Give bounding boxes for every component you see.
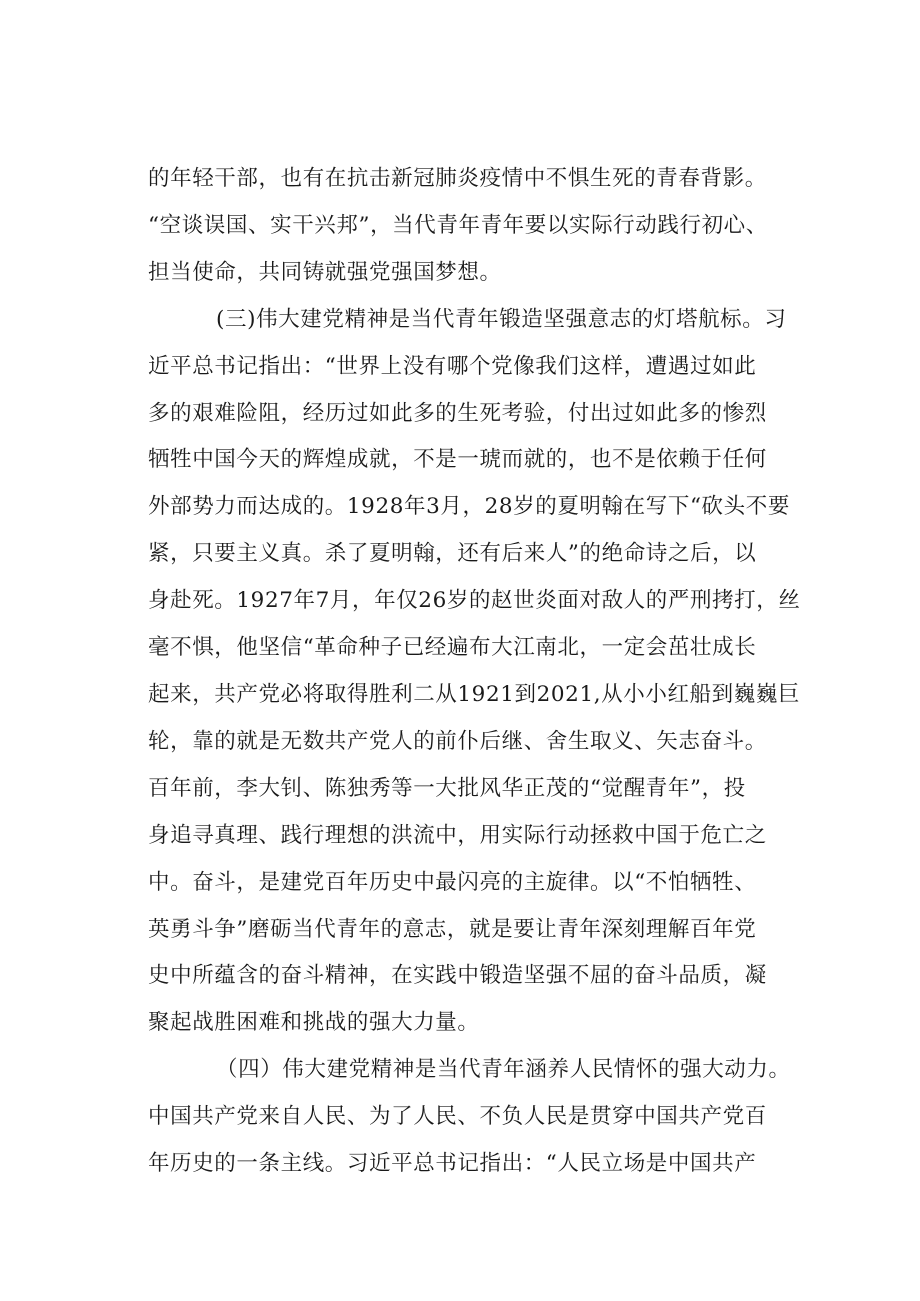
text-line: （四）伟大建党精神是当代青年涵养人民情怀的强大动力。 bbox=[216, 1057, 791, 1083]
text-line: 轮，靠的就是无数共产党人的前仆后继、舍生取义、矢志奋斗。 bbox=[148, 728, 767, 754]
text-line: 中国共产党来自人民、为了人民、不负人民是贯穿中国共产党百 bbox=[148, 1104, 767, 1130]
text-line: (三)伟大建党精神是当代青年锻造坚强意志的灯塔航标。习 bbox=[216, 306, 787, 332]
text-line: 起来，共产党必将取得胜利二从1921到2021,从小小红船到巍巍巨 bbox=[148, 681, 801, 707]
text-line: 毫不惧，他坚信“革命种子已经遍布大江南北，一定会茁壮成长 bbox=[148, 635, 757, 661]
text-line: 紧，只要主义真。杀了夏明翰，还有后来人”的绝命诗之后，以 bbox=[148, 541, 757, 567]
text-line: 身追寻真理、践行理想的洪流中，用实际行动拯救中国于危亡之 bbox=[148, 822, 767, 848]
paragraph-section-four bbox=[148, 1047, 808, 1188]
text-line: 身赴死。1927年7月，年仅26岁的赵世炎面对敌人的严刑拷打，丝 bbox=[148, 588, 801, 614]
text-line: 牺牲中国今天的辉煌成就，不是一琥而就的，也不是依赖于任何 bbox=[148, 447, 767, 473]
text-line: “空谈误国、实干兴邦”，当代青年青年要以实际行动践行初心、 bbox=[148, 212, 768, 238]
text-line: 年历史的一条主线。习近平总书记指出：“人民立场是中国共产 bbox=[148, 1151, 757, 1177]
text-line: 中。奋斗，是建党百年历史中最闪亮的主旋律。以“不怕牺牲、 bbox=[148, 869, 757, 895]
paragraph-section-three bbox=[148, 297, 808, 1048]
text-line: 百年前，李大钊、陈独秀等一大批风华正茂的“觉醒青年”，投 bbox=[148, 775, 746, 801]
text-line: 外部势力而达成的。1928年3月，28岁的夏明翰在写下“砍头不要 bbox=[148, 494, 790, 520]
text-line: 史中所蕴含的奋斗精神，在实践中锻造坚强不屈的奋斗品质，凝 bbox=[148, 963, 767, 989]
text-line: 多的艰难险阻，经历过如此多的生死考验，付出过如此多的惨烈 bbox=[148, 400, 767, 426]
document-body bbox=[148, 156, 808, 1188]
text-line: 英勇斗争”磨砺当代青年的意志，就是要让青年深刻理解百年党 bbox=[148, 916, 757, 942]
paragraph-continuation bbox=[148, 156, 808, 297]
text-line: 聚起战胜困难和挑战的强大力量。 bbox=[148, 1010, 480, 1036]
text-line: 担当使命，共同铸就强党强国梦想。 bbox=[148, 259, 502, 285]
text-line: 近平总书记指出：“世界上没有哪个党像我们这样，遭遇过如此 bbox=[148, 353, 757, 379]
text-line: 的年轻干部，也有在抗击新冠肺炎疫情中不惧生死的青春背影。 bbox=[148, 166, 767, 191]
